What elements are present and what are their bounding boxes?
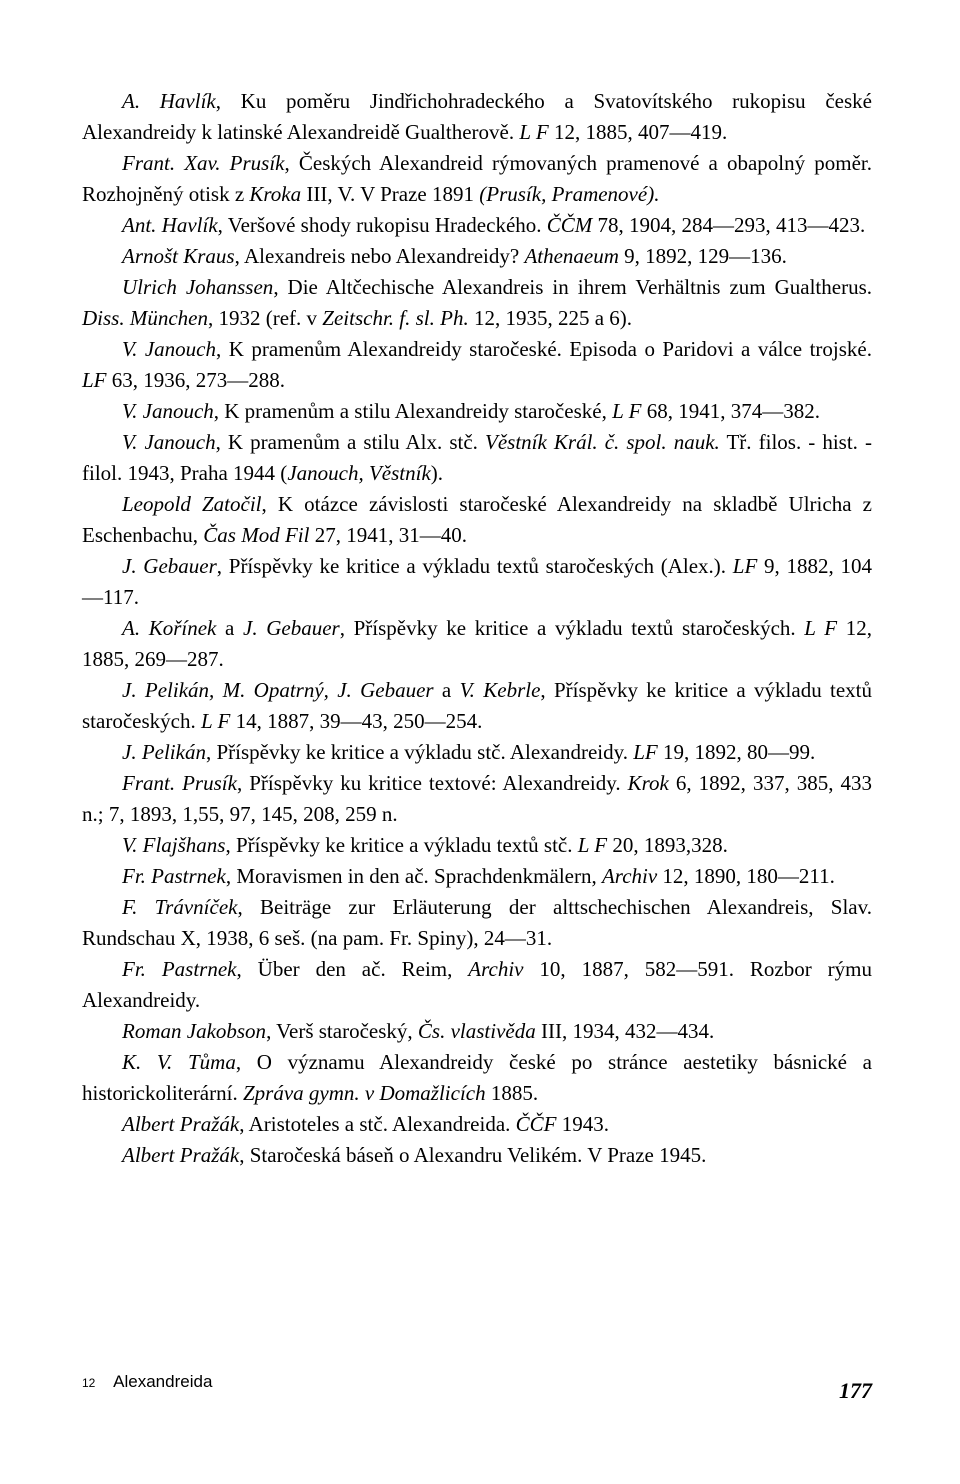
entry-italic-text: Kroka	[249, 182, 302, 206]
entry-italic-text: K. V. Tůma	[122, 1050, 236, 1074]
entry-italic-text: Zeitschr. f. sl. Ph.	[322, 306, 469, 330]
entry-italic-text: LF	[82, 368, 107, 392]
entry-italic-text: Janouch, Věstník	[287, 461, 431, 485]
entry-text: , Moravismen in den ač. Sprachdenkmälern,	[225, 864, 602, 888]
entry-text: , Veršové shody rukopisu Hradeckého.	[217, 213, 547, 237]
bibliography	[82, 86, 872, 1171]
entry-italic-text: Archiv	[468, 957, 524, 981]
bibliography-entry	[82, 1140, 872, 1171]
entry-text: 68, 1941, 374—382.	[641, 399, 820, 423]
entry-italic-text: Fr. Pastrnek	[122, 864, 226, 888]
signature-mark: 12	[82, 1376, 96, 1390]
entry-text: 12, 1885, 407—419.	[548, 120, 728, 144]
entry-italic-text: A. Havlík	[122, 89, 216, 113]
bibliography-entry	[82, 551, 872, 613]
bibliography-entry	[82, 210, 872, 241]
entry-text: a	[433, 678, 460, 702]
entry-text: 1885.	[485, 1081, 539, 1105]
entry-italic-text: Roman Jakobson	[122, 1019, 267, 1043]
bibliography-entry	[82, 613, 872, 675]
entry-text: 20, 1893,328.	[607, 833, 728, 857]
entry-text: a	[216, 616, 244, 640]
entry-italic-text: V. Flajšhans	[122, 833, 226, 857]
bibliography-entry	[82, 272, 872, 334]
entry-text: , Alexandreis nebo Alexandreidy?	[234, 244, 525, 268]
bibliography-entry	[82, 1109, 872, 1140]
bibliography-entry	[82, 892, 872, 954]
entry-text: 27, 1941, 31—40.	[309, 523, 467, 547]
entry-italic-text: Čs. vlastivěda	[417, 1019, 536, 1043]
entry-text: , Příspěvky ke kritice a výkladu textů staročeských (Alex.).	[216, 554, 733, 578]
entry-text: 12, 1885, 269—287.	[82, 616, 872, 671]
bibliography-entry	[82, 768, 872, 830]
entry-text: , Příspěvky ke kritice a výkladu stč. Alexandreidy.	[205, 740, 634, 764]
entry-italic-text: A. Kořínek	[122, 616, 217, 640]
entry-italic-text: ČČM	[546, 213, 593, 237]
entry-italic-text: Zpráva gymn. v Domažlicích	[242, 1081, 486, 1105]
entry-italic-text: L F	[200, 709, 231, 733]
bibliography-entry	[82, 675, 872, 737]
entry-text: , Verš staročeský,	[266, 1019, 418, 1043]
entry-italic-text: Arnošt Kraus	[122, 244, 235, 268]
bibliography-entry	[82, 86, 872, 148]
bibliography-entry	[82, 830, 872, 861]
entry-text: , Staročeská báseň o Alexandru Velikém. V Praze 1945.	[239, 1143, 707, 1167]
entry-text: ).	[430, 461, 444, 485]
entry-italic-text: Archiv	[601, 864, 658, 888]
bibliography-entry	[82, 427, 872, 489]
entry-italic-text: Diss. München	[82, 306, 208, 330]
entry-text: , Českých Alexandreid rýmovaných pramenové a obapolný poměr. Rozhojněný otisk z	[82, 151, 872, 206]
entry-italic-text: L F	[804, 616, 838, 640]
entry-italic-text: L F	[577, 833, 608, 857]
entry-text: 12, 1935, 225 a 6).	[468, 306, 633, 330]
entry-text: 63, 1936, 273—288.	[106, 368, 286, 392]
entry-italic-text: V. Janouch	[122, 337, 216, 361]
entry-italic-text: L F	[612, 399, 642, 423]
entry-italic-text: Čas Mod Fil	[203, 523, 310, 547]
entry-italic-text: J. Pelikán	[122, 740, 206, 764]
entry-text: 9, 1882, 104—117.	[82, 554, 873, 609]
entry-text: , 1932 (ref. v	[207, 306, 323, 330]
entry-text: , K pramenům a stilu Alexandreidy staročeské,	[213, 399, 613, 423]
entry-text: III, 1934, 432—434.	[535, 1019, 715, 1043]
entry-text: , Příspěvky ke kritice a výkladu textů stč.	[225, 833, 578, 857]
page-number: 177	[839, 1378, 872, 1403]
entry-italic-text: Fr. Pastrnek	[122, 957, 237, 981]
entry-italic-text: Frant. Xav. Prusík	[122, 151, 285, 175]
entry-text: 9, 1892, 129—136.	[618, 244, 787, 268]
entry-italic-text: F. Trávníček	[122, 895, 238, 919]
entry-italic-text: J. Gebauer	[243, 616, 340, 640]
bibliography-entry	[82, 861, 872, 892]
entry-text: , K pramenům Alexandreidy staročeské. Episoda o Paridovi a válce trojské.	[215, 337, 872, 361]
entry-text: , O významu Alexandreidy české po stránce aestetiky básnické a historickoliterární.	[82, 1050, 872, 1105]
entry-text: III, V. V Praze 1891	[301, 182, 480, 206]
bibliography-entry	[82, 954, 872, 1016]
entry-text: , Beiträge zur Erläuterung der alttschechischen Alexandreis, Slav. Rundschau X, 1938, 6 seš. (na pam. Fr. Spiny), 24—31.	[82, 895, 872, 950]
entry-text: , K otázce závislosti staročeské Alexandreidy na skladbě Ulricha z Eschenbachu,	[82, 492, 872, 547]
entry-text: , K pramenům a stilu Alx. stč.	[215, 430, 485, 454]
entry-text: , Über den ač. Reim,	[236, 957, 469, 981]
entry-text: , Die Altčechische Alexandreis in ihrem Verhältnis zum Gualtherus.	[273, 275, 872, 299]
entry-italic-text: L F	[519, 120, 549, 144]
entry-text: , Příspěvky ke kritice a výkladu textů staročeských.	[82, 678, 873, 733]
entry-italic-text: Albert Pražák	[122, 1112, 240, 1136]
entry-text: , Aristoteles a stč. Alexandreida.	[239, 1112, 516, 1136]
entry-text: 6, 1892, 337, 385, 433 n.; 7, 1893, 1,55, 97, 145, 208, 259 n.	[82, 771, 872, 826]
entry-italic-text: ČČF	[515, 1112, 557, 1136]
entry-italic-text: Leopold Zatočil	[122, 492, 262, 516]
entry-italic-text: J. Gebauer	[122, 554, 217, 578]
bibliography-entry	[82, 148, 872, 210]
entry-text: 14, 1887, 39—43, 250—254.	[230, 709, 483, 733]
entry-italic-text: Frant. Prusík	[122, 771, 237, 795]
bibliography-entry	[82, 241, 872, 272]
entry-text: 10, 1887, 582—591. Rozbor rýmu Alexandreidy.	[82, 957, 872, 1012]
bibliography-entry	[82, 334, 872, 396]
bibliography-entry	[82, 737, 872, 768]
entry-text: , Příspěvky ke kritice a výkladu textů staročeských.	[339, 616, 805, 640]
entry-italic-text: Věstník Král. č. spol. nauk.	[485, 430, 720, 454]
entry-italic-text: Ant. Havlík	[122, 213, 218, 237]
entry-text: 78, 1904, 284—293, 413—423.	[592, 213, 866, 237]
entry-italic-text: Ulrich Johanssen	[122, 275, 274, 299]
entry-italic-text: Krok	[627, 771, 669, 795]
entry-italic-text: V. Janouch	[122, 399, 214, 423]
entry-italic-text: LF	[633, 740, 658, 764]
entry-italic-text: (Prusík, Pramenové).	[479, 182, 660, 206]
entry-italic-text: Athenaeum	[524, 244, 619, 268]
bibliography-entry	[82, 396, 872, 427]
bibliography-entry	[82, 489, 872, 551]
footer-title: Alexandreida	[113, 1372, 213, 1391]
entry-text: 1943.	[556, 1112, 610, 1136]
entry-text: 12, 1890, 180—211.	[657, 864, 835, 888]
entry-text: Tř. filos. - hist. - filol. 1943, Praha 1944 (	[82, 430, 873, 485]
entry-italic-text: V. Kebrle	[459, 678, 541, 702]
entry-text: , Ku poměru Jindřichohradeckého a Svatovítského rukopisu české Alexandreidy k latinské Alexandreidě Gualtherově.	[82, 89, 872, 144]
entry-italic-text: LF	[732, 554, 758, 578]
bibliography-entry	[82, 1047, 872, 1109]
entry-text: , Příspěvky ku kritice textové: Alexandreidy.	[236, 771, 628, 795]
footer-signature	[82, 1372, 212, 1392]
entry-italic-text: Albert Pražák	[122, 1143, 240, 1167]
entry-text: 19, 1892, 80—99.	[657, 740, 816, 764]
entry-italic-text: J. Pelikán, M. Opatrný, J. Gebauer	[122, 678, 434, 702]
entry-italic-text: V. Janouch	[122, 430, 216, 454]
bibliography-entry	[82, 1016, 872, 1047]
